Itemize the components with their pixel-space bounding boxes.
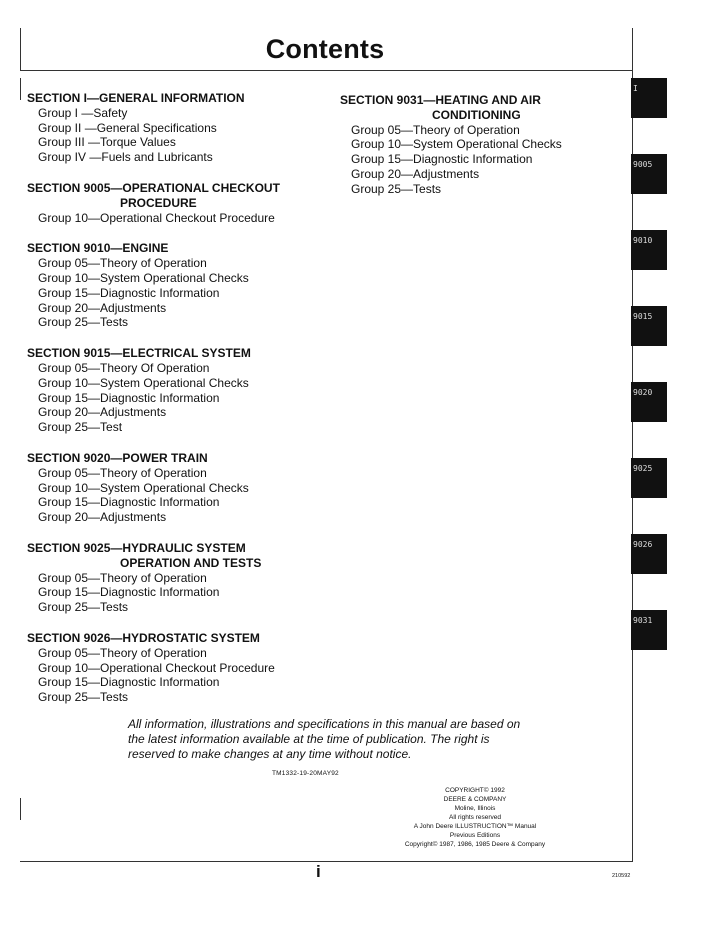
copyright-line: DEERE & COMPANY <box>443 796 507 803</box>
section-general-information <box>27 91 327 165</box>
contents-right-column <box>340 93 620 213</box>
section-tab-9025[interactable] <box>631 458 667 498</box>
group-entry: Group 15—Diagnostic Information <box>38 675 220 690</box>
group-entry: Group 15—Diagnostic Information <box>351 152 533 167</box>
section-heading: SECTION 9015—ELECTRICAL SYSTEM <box>27 346 251 361</box>
group-entry: Group 25—Tests <box>351 181 442 196</box>
section-heading: SECTION 9031—HEATING AND AIR <box>340 93 541 107</box>
group-entry: Group 20—Adjustments <box>351 166 480 181</box>
copyright-line: All rights reserved <box>448 814 502 821</box>
tab-label: I <box>633 84 638 93</box>
group-entry: Group 25—Tests <box>38 690 129 705</box>
section-tab-9026[interactable] <box>631 534 667 574</box>
section-tab-9010[interactable] <box>631 230 667 270</box>
page-title: Contents <box>265 34 385 64</box>
group-entry: Group 05—Theory Of Operation <box>38 360 210 375</box>
group-entry: Group 15—Diagnostic Information <box>38 495 220 510</box>
section-tab-9015[interactable] <box>631 306 667 346</box>
section-heading: SECTION 9020—POWER TRAIN <box>27 450 208 465</box>
group-entry: Group 15—Diagnostic Information <box>38 585 220 600</box>
copyright-line: Previous Editions <box>449 832 501 839</box>
copyright-line: A John Deere ILLUSTRUCTION™ Manual <box>413 823 537 830</box>
tab-label: 9005 <box>633 160 653 169</box>
group-entry: Group III —Torque Values <box>38 135 176 150</box>
frame-top-rule <box>20 70 632 71</box>
group-entry: Group I —Safety <box>38 105 128 120</box>
tab-label: 9010 <box>633 236 653 245</box>
section-9031 <box>340 93 620 197</box>
section-9015 <box>27 346 327 435</box>
tab-label: 9020 <box>633 388 653 397</box>
tab-label: 9031 <box>633 616 653 625</box>
notice-line: reserved to make changes at any time without notice. <box>128 747 412 761</box>
contents-left-column <box>27 91 327 721</box>
section-heading-continued: OPERATION AND TESTS <box>120 555 262 570</box>
group-entry: Group 20—Adjustments <box>38 405 167 420</box>
group-entry: Group 20—Adjustments <box>38 510 167 525</box>
section-heading: SECTION 9005—OPERATIONAL CHECKOUT <box>27 180 280 195</box>
group-entry: Group 25—Tests <box>38 600 129 615</box>
section-heading: SECTION I—GENERAL INFORMATION <box>27 91 245 105</box>
section-heading-continued: CONDITIONING <box>432 107 521 122</box>
section-heading: SECTION 9026—HYDROSTATIC SYSTEM <box>27 630 260 645</box>
group-entry: Group 05—Theory of Operation <box>38 570 207 585</box>
print-number: 210592 <box>612 873 631 879</box>
group-entry: Group 10—System Operational Checks <box>351 137 562 152</box>
notice-line: the latest information available at the time of publication. The right is <box>128 732 490 746</box>
page-number: i <box>316 862 321 881</box>
group-entry: Group 10—System Operational Checks <box>38 270 249 285</box>
section-heading-continued: PROCEDURE <box>120 195 197 210</box>
group-entry: Group 05—Theory of Operation <box>38 465 207 480</box>
group-entry: Group 05—Theory of Operation <box>38 645 207 660</box>
group-entry: Group 05—Theory of Operation <box>38 256 207 271</box>
section-9005 <box>27 181 327 225</box>
copyright-line: Copyright© 1987, 1986, 1985 Deere & Company <box>404 841 546 848</box>
group-entry: Group 10—System Operational Checks <box>38 375 249 390</box>
section-tab-9031[interactable] <box>631 610 667 650</box>
frame-bottom-rule <box>20 861 632 862</box>
group-entry: Group 15—Diagnostic Information <box>38 285 220 300</box>
copyright-line: COPYRIGHT© 1992 <box>445 787 505 794</box>
section-tab-i[interactable] <box>631 78 667 118</box>
section-9020 <box>27 451 327 525</box>
group-entry: Group IV —Fuels and Lubricants <box>38 150 213 165</box>
notice-line: All information, illustrations and specifications in this manual are based on <box>128 717 521 731</box>
group-entry: Group 05—Theory of Operation <box>351 122 520 137</box>
frame-left <box>20 78 21 100</box>
section-heading: SECTION 9010—ENGINE <box>27 241 169 256</box>
frame-left-lower <box>20 798 21 820</box>
publication-notice <box>128 717 548 762</box>
section-tab-9020[interactable] <box>631 382 667 422</box>
group-entry: Group 25—Test <box>38 420 123 435</box>
tab-label: 9015 <box>633 312 653 321</box>
section-9025 <box>27 541 327 615</box>
tab-label: 9025 <box>633 464 653 473</box>
group-entry: Group II —General Specifications <box>38 120 217 135</box>
document-number: TM1332-19-20MAY92 <box>272 770 339 777</box>
copyright-line: Moline, Illinois <box>454 805 496 812</box>
section-9010 <box>27 241 327 330</box>
tab-label: 9026 <box>633 540 653 549</box>
group-entry: Group 20—Adjustments <box>38 300 167 315</box>
group-entry: Group 10—System Operational Checks <box>38 480 249 495</box>
group-entry: Group 10—Operational Checkout Procedure <box>38 660 275 675</box>
section-9026 <box>27 631 327 705</box>
group-entry: Group 10—Operational Checkout Procedure <box>38 210 275 225</box>
group-entry: Group 15—Diagnostic Information <box>38 390 220 405</box>
group-entry: Group 25—Tests <box>38 315 129 330</box>
copyright-block <box>390 786 560 849</box>
section-tab-9005[interactable] <box>631 154 667 194</box>
section-heading: SECTION 9025—HYDRAULIC SYSTEM <box>27 540 246 555</box>
